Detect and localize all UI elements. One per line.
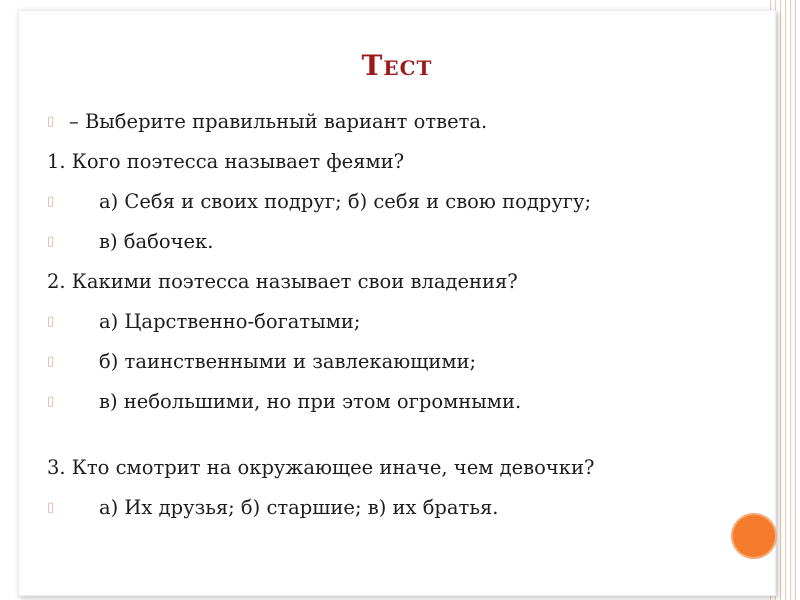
- list-item: [47, 447, 757, 487]
- answer-text: а) Их друзья; б) старшие; в) их братья.: [99, 495, 499, 519]
- list-item: [47, 181, 757, 221]
- list-item: [47, 301, 757, 341]
- list-item: [47, 261, 757, 301]
- slide-page: [18, 10, 776, 596]
- answer-text: в) небольшими, но при этом огромными.: [99, 389, 522, 413]
- answer-text: б) таинственными и завлекающими;: [99, 349, 477, 373]
- spacer: [47, 421, 757, 447]
- list-item: [47, 487, 757, 527]
- list-item: [47, 141, 757, 181]
- slide-title: Тест: [361, 49, 433, 82]
- box-bullet-icon: ▯: [47, 393, 55, 409]
- box-bullet-icon: ▯: [47, 193, 55, 209]
- list-item: [47, 221, 757, 261]
- box-bullet-icon: ▯: [47, 353, 55, 369]
- question-text: 3. Кто смотрит на окружающее иначе, чем девочки?: [47, 455, 595, 479]
- list-item: [47, 341, 757, 381]
- orange-circle-decoration: [731, 513, 777, 559]
- list-item: [47, 381, 757, 421]
- question-text: 2. Какими поэтесса называет свои владения?: [47, 269, 518, 293]
- answer-text: в) бабочек.: [99, 229, 214, 253]
- question-list: [47, 101, 757, 527]
- answer-text: а) Себя и своих подруг; б) себя и свою подругу;: [99, 189, 592, 213]
- question-text: 1. Кого поэтесса называет феями?: [47, 149, 405, 173]
- list-item-text: – Выберите правильный вариант ответа.: [69, 109, 488, 133]
- box-bullet-icon: ▯: [47, 113, 55, 129]
- box-bullet-icon: ▯: [47, 313, 55, 329]
- answer-text: а) Царственно-богатыми;: [99, 309, 361, 333]
- box-bullet-icon: ▯: [47, 499, 55, 515]
- box-bullet-icon: ▯: [47, 233, 55, 249]
- list-item: [47, 101, 757, 141]
